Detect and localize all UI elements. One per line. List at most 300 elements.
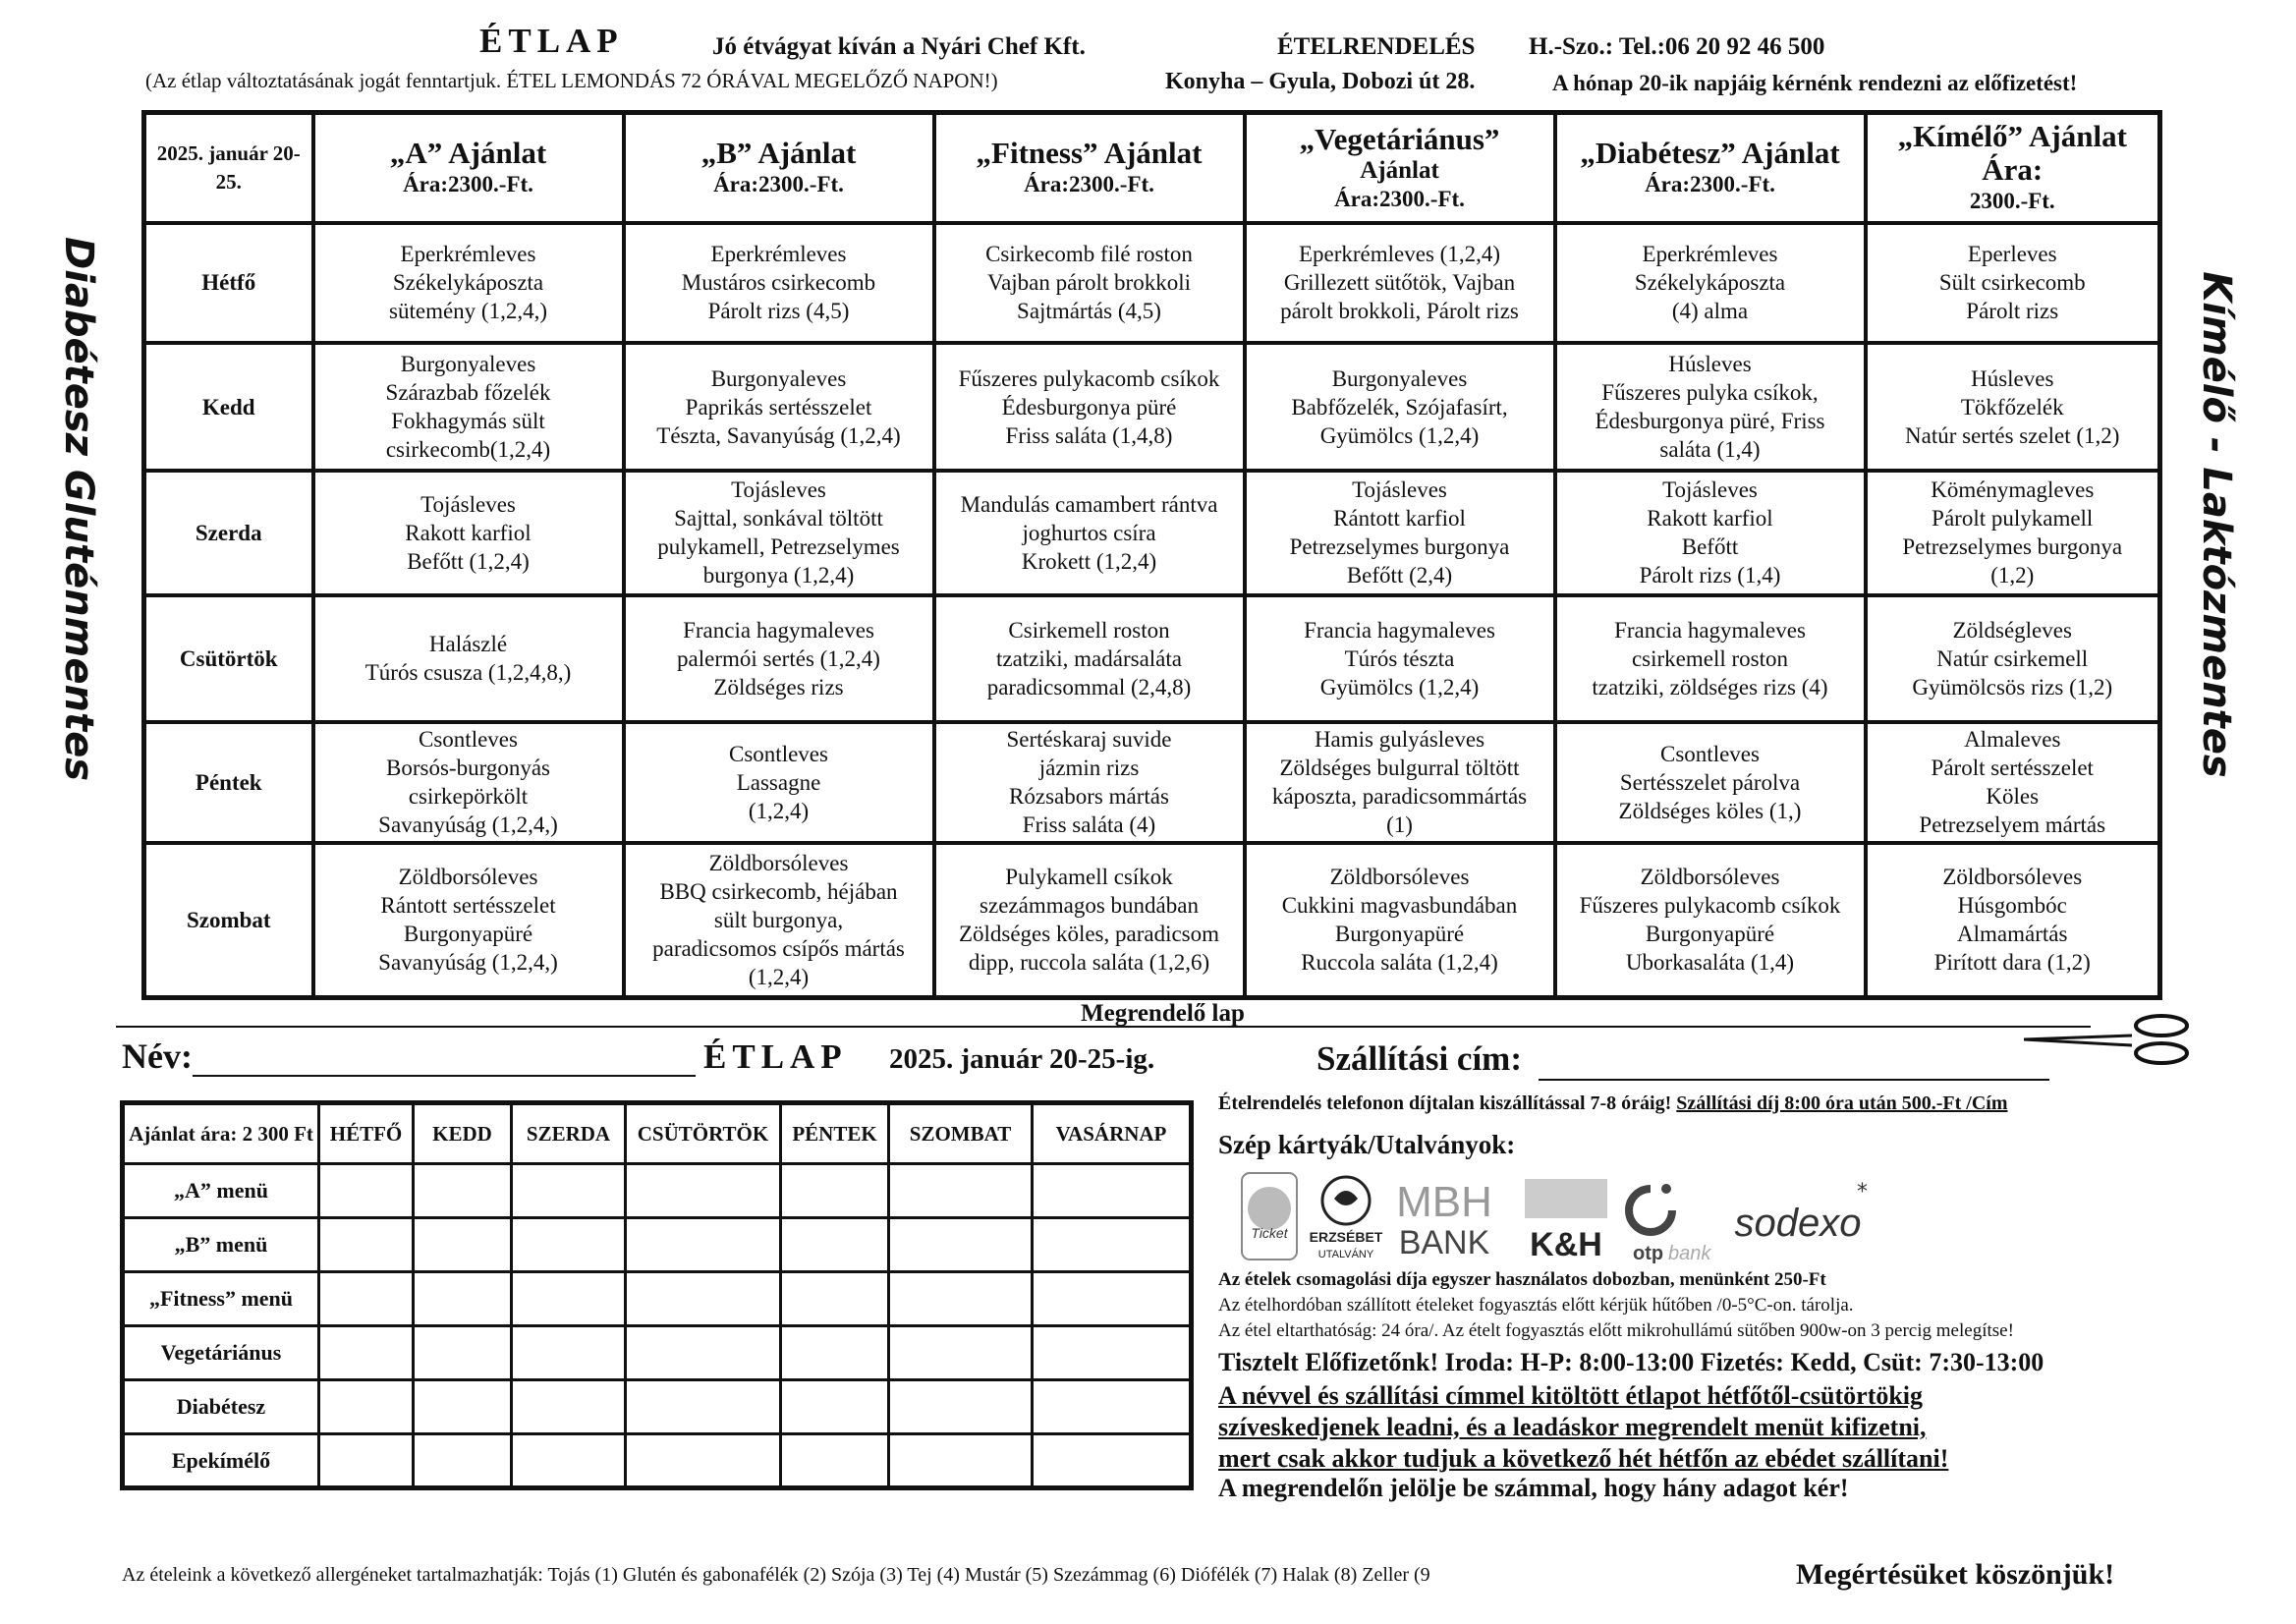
menu-line: Natúr csirkemell xyxy=(1936,645,2089,671)
menu-line: (4) alma xyxy=(1671,299,1749,324)
packaging-note: Az ételek csomagolási díja egyszer használatos dobozban, menünként 250-Ft xyxy=(1218,1269,1826,1290)
menu-line: Fűszeres pulyka csíkok, xyxy=(1601,380,1819,405)
menu-cell-a xyxy=(313,223,624,344)
menu-line: Burgonyaleves xyxy=(400,352,536,376)
day-label: Szerda xyxy=(144,471,313,595)
order-quantity-cell[interactable] xyxy=(512,1218,626,1272)
order-menu-label: „Fitness” menü xyxy=(123,1272,319,1326)
allergen-legend: Az ételeink a következő allergéneket tartalmazhatják: Tojás (1) Glutén és gabonafélék (2) Szója (3) Tej (4) Mustár (5) Szezámmag (6) Diófélék (7) Halak (8) Zeller (9 xyxy=(122,1564,1430,1586)
menu-line: Húsleves xyxy=(1971,365,2054,391)
otp-bank-logo xyxy=(1629,1184,1711,1264)
menu-line: Befőtt (1,2,4) xyxy=(407,548,530,574)
menu-line: (1) xyxy=(1386,812,1413,838)
menu-line: Burgonyaleves xyxy=(710,365,847,391)
menu-line: Párolt rizs (4,5) xyxy=(707,299,850,324)
ticket-logo xyxy=(1242,1173,1297,1260)
side-label-right: Kímélő - Laktózmentes xyxy=(2194,271,2239,778)
menu-line: Rakott karfiol xyxy=(405,520,532,545)
order-quantity-cell[interactable] xyxy=(626,1434,781,1488)
erzsebet-logo-sub: UTALVÁNY xyxy=(1317,1249,1374,1260)
svg-text:*: * xyxy=(1857,1180,1868,1204)
order-quantity-cell[interactable] xyxy=(1033,1272,1192,1326)
menu-line: káposzta, paradicsommártás xyxy=(1271,784,1528,810)
menu-line: Fokhagymás sült xyxy=(391,409,545,433)
order-quantity-cell[interactable] xyxy=(414,1272,512,1326)
menu-line: Csontleves xyxy=(729,741,828,766)
menu-cell-b xyxy=(624,722,934,843)
menu-line: joghurtos csíra xyxy=(1022,520,1156,545)
menu-cell-vegetarian xyxy=(1245,595,1555,722)
menu-line: Petrezselymes burgonya xyxy=(1902,534,2123,560)
menu-line: szezámmagos bundában xyxy=(980,893,1199,919)
menu-line: csirkecomb(1,2,4) xyxy=(385,437,551,462)
menu-line: tzatziki, zöldséges rizs (4) xyxy=(1592,674,1828,700)
menu-line: Mustáros csirkecomb xyxy=(681,270,876,296)
kh-logo-text: K&H xyxy=(1530,1226,1602,1263)
menu-cell-gentle xyxy=(1866,223,2160,344)
order-quantity-cell[interactable] xyxy=(319,1326,414,1380)
cards-label: Szép kártyák/Utalványok: xyxy=(1218,1130,1516,1159)
menu-line: Fűszeres pulykacomb csíkok xyxy=(1579,893,1841,919)
order-quantity-cell[interactable] xyxy=(414,1326,512,1380)
menu-line: Húsgombóc xyxy=(1957,893,2067,919)
menu-line: Párolt pulykamell xyxy=(1932,506,2094,532)
menu-line: Savanyúság (1,2,4,) xyxy=(378,950,558,976)
order-quantity-cell[interactable] xyxy=(1033,1164,1192,1218)
menu-cell-diabetes xyxy=(1555,343,1866,470)
delivery-address-label: Szállítási cím: xyxy=(1316,1039,1522,1078)
menu-row xyxy=(144,343,2160,470)
menu-line: Tojásleves xyxy=(1352,477,1447,503)
menu-row xyxy=(144,722,2160,843)
menu-line: csirkemell roston xyxy=(1631,645,1789,671)
menu-line: Túrós tészta xyxy=(1344,645,1455,671)
menu-line: Párolt sertésszelet xyxy=(1931,756,2094,781)
offer-header-vegetarian xyxy=(1245,113,1555,223)
menu-line: Burgonyapüré xyxy=(1645,922,1775,947)
menu-line: Paprikás sertésszelet xyxy=(685,394,872,420)
offer-price: Ára:2300.-Ft. xyxy=(713,172,844,197)
menu-line: Tökfőzelék xyxy=(1960,394,2064,420)
menu-line: Gyümölcs (1,2,4) xyxy=(1319,674,1480,700)
menu-line: Zöldborsóleves xyxy=(1329,865,1470,890)
menu-line: Petrezselymes burgonya xyxy=(1289,534,1510,560)
menu-line: Csirkecomb filé roston xyxy=(985,242,1193,267)
order-quantity-cell[interactable] xyxy=(889,1326,1033,1380)
menu-line: Zöldborsóleves xyxy=(398,865,538,890)
order-quantity-cell[interactable] xyxy=(414,1434,512,1488)
menu-cell-a xyxy=(313,343,624,470)
menu-line: saláta (1,4) xyxy=(1659,437,1761,462)
offer-price: Ára:2300.-Ft. xyxy=(1024,172,1154,197)
phone-number: H.-Szo.: Tel.:06 20 92 46 500 xyxy=(1529,33,1825,60)
menu-line: Édesburgonya püré, Friss xyxy=(1595,409,1825,433)
order-quantity-cell[interactable] xyxy=(512,1164,626,1218)
menu-cell-diabetes xyxy=(1555,223,1866,344)
phone-order-text: Ételrendelés telefonon díjtalan kiszállítással 7-8 óráig! xyxy=(1218,1092,1672,1114)
offer-name: „A” Ajánlat xyxy=(389,136,547,171)
menu-line: Friss saláta (1,4,8) xyxy=(1005,422,1173,448)
order-quantity-cell[interactable] xyxy=(414,1380,512,1434)
order-row xyxy=(123,1434,1192,1488)
menu-line: Gyümölcsös rizs (1,2) xyxy=(1912,674,2113,700)
menu-line: pulykamell, Petrezselymes xyxy=(657,534,900,560)
mbh-bank-logo xyxy=(1396,1178,1492,1261)
menu-row xyxy=(144,843,2160,998)
offer-price: Ára:2300.-Ft. xyxy=(1334,186,1465,211)
delivery-fee-text: Szállítási díj 8:00 óra után 500.-Ft /Cím xyxy=(1676,1092,2008,1114)
storage-note-2: Az étel eltarthatóság: 24 óra/. Az ételt fogyasztás előtt mikrohullámú sütőben 900w-on 3 percig melegítse! xyxy=(1218,1320,2014,1341)
menu-header-row xyxy=(144,113,2160,223)
menu-line: Párolt rizs (1,4) xyxy=(1639,563,1781,588)
menu-line: csirkepörkölt xyxy=(408,784,529,810)
scissors-icon xyxy=(2024,1012,2201,1067)
menu-line: Babfőzelék, Szójafasírt, xyxy=(1291,394,1508,420)
order-instruction-3: mert csak akkor tudjuk a következő hét hétfőn az ebédet szállítani! xyxy=(1218,1444,1949,1473)
menu-line: Borsós-burgonyás xyxy=(386,756,550,781)
menu-line: dipp, ruccola saláta (1,2,6) xyxy=(968,950,1210,976)
order-instruction-2: szíveskedjenek leadni, és a leadáskor megrendelt menüt kifizetni, xyxy=(1218,1413,1927,1441)
menu-line: Hamis gulyásleves xyxy=(1314,727,1485,753)
menu-line: sült burgonya, xyxy=(713,907,844,932)
menu-line: Befőtt (2,4) xyxy=(1346,563,1453,588)
menu-line: Zöldborsóleves xyxy=(1942,865,2083,890)
offer-header-fitness xyxy=(934,113,1245,223)
menu-line: Almamártás xyxy=(1957,922,2068,947)
offer-name: „B” Ajánlat xyxy=(700,136,857,171)
menu-line: Tojásleves xyxy=(1662,477,1758,503)
order-quantity-cell[interactable] xyxy=(626,1164,781,1218)
menu-cell-fitness xyxy=(934,471,1245,595)
menu-cell-fitness xyxy=(934,722,1245,843)
menu-body xyxy=(144,223,2160,998)
side-label-left: Diabétesz Gluténmentes xyxy=(56,236,101,782)
order-quantity-cell[interactable] xyxy=(781,1434,889,1488)
order-row xyxy=(123,1380,1192,1434)
menu-cell-b xyxy=(624,471,934,595)
cut-line xyxy=(116,1026,2091,1028)
order-body xyxy=(123,1164,1192,1488)
order-quantity-cell[interactable] xyxy=(512,1272,626,1326)
menu-line: Köménymagleves xyxy=(1931,477,2095,503)
order-quantity-cell[interactable] xyxy=(319,1272,414,1326)
menu-line: Csirkemell roston xyxy=(1008,617,1170,643)
menu-line: Sertésszelet párolva xyxy=(1619,769,1801,795)
menu-line: Eperkrémleves (1,2,4) xyxy=(1298,242,1500,267)
menu-cell-diabetes xyxy=(1555,471,1866,595)
menu-line: Köles xyxy=(1986,784,2040,810)
otp-logo-text: otp xyxy=(1633,1243,1664,1264)
menu-line: Francia hagymaleves xyxy=(1304,617,1495,643)
order-instruction-1: A névvel és szállítási címmel kitöltött étlapot hétfőtől-csütörtökig xyxy=(1218,1381,1924,1410)
order-quantity-cell[interactable] xyxy=(781,1218,889,1272)
office-hours: Tisztelt Előfizetőnk! Iroda: H-P: 8:00-13:00 Fizetés: Kedd, Csüt: 7:30-13:00 xyxy=(1218,1348,2044,1376)
order-quantity-cell[interactable] xyxy=(889,1164,1033,1218)
order-row xyxy=(123,1272,1192,1326)
name-field[interactable] xyxy=(193,1075,696,1077)
menu-line: Eperkrémleves xyxy=(710,242,847,267)
menu-line: Csontleves xyxy=(419,727,518,753)
order-day-header: CSÜTÖRTÖK xyxy=(626,1103,781,1164)
menu-line: Csontleves xyxy=(1660,741,1760,766)
menu-line: Székelykáposzta xyxy=(392,270,544,296)
order-header-row xyxy=(123,1103,1192,1164)
offer-header-b xyxy=(624,113,934,223)
order-menu-label: Vegetáriánus xyxy=(123,1326,319,1380)
menu-line: Tojásleves xyxy=(420,491,516,517)
menu-line: Székelykáposzta xyxy=(1634,270,1786,296)
day-label: Szombat xyxy=(144,843,313,998)
menu-line: Zöldséges köles, paradicsom xyxy=(958,922,1220,947)
otp-bank-text: bank xyxy=(1668,1243,1711,1264)
offer-header-gentle xyxy=(1866,113,2160,223)
menu-line: Friss saláta (4) xyxy=(1022,812,1156,838)
order-row xyxy=(123,1164,1192,1218)
order-quantity-cell[interactable] xyxy=(626,1272,781,1326)
offer-header-a xyxy=(313,113,624,223)
order-day-header: VASÁRNAP xyxy=(1033,1103,1192,1164)
order-quantity-cell[interactable] xyxy=(512,1434,626,1488)
offer-header-diabetes xyxy=(1555,113,1866,223)
menu-cell-gentle xyxy=(1866,843,2160,998)
menu-line: Francia hagymaleves xyxy=(1614,617,1806,643)
order-day-header: SZERDA xyxy=(512,1103,626,1164)
order-instruction-4: A megrendelőn jelölje be számmal, hogy hány adagot kér! xyxy=(1218,1474,1849,1502)
order-row xyxy=(123,1218,1192,1272)
offer-name: „Fitness” Ajánlat xyxy=(976,136,1203,171)
order-quantity-cell[interactable] xyxy=(626,1380,781,1434)
order-quantity-cell[interactable] xyxy=(1033,1218,1192,1272)
menu-line: Szárazbab főzelék xyxy=(385,380,551,405)
menu-cell-vegetarian xyxy=(1245,471,1555,595)
order-quantity-cell[interactable] xyxy=(781,1326,889,1380)
order-quantity-cell[interactable] xyxy=(626,1326,781,1380)
menu-cell-b xyxy=(624,343,934,470)
menu-line: Zöldségleves xyxy=(1952,617,2072,643)
order-quantity-cell[interactable] xyxy=(889,1218,1033,1272)
menu-cell-diabetes xyxy=(1555,843,1866,998)
menu-cell-b xyxy=(624,843,934,998)
menu-line: Tojásleves xyxy=(731,477,826,503)
menu-row xyxy=(144,223,2160,344)
menu-line: Sertéskaraj suvide xyxy=(1006,727,1172,753)
menu-line: jázmin rizs xyxy=(1038,756,1140,781)
order-quantity-cell[interactable] xyxy=(319,1164,414,1218)
menu-line: párolt brokkoli, Párolt rizs xyxy=(1280,299,1519,324)
menu-cell-gentle xyxy=(1866,722,2160,843)
menu-line: Uborkasaláta (1,4) xyxy=(1625,950,1795,976)
menu-line: Befőtt xyxy=(1681,534,1739,560)
order-day-header: KEDD xyxy=(414,1103,512,1164)
day-label: Csütörtök xyxy=(144,595,313,722)
mbh-logo-text: MBH xyxy=(1396,1178,1492,1226)
day-label: Kedd xyxy=(144,343,313,470)
order-quantity-cell[interactable] xyxy=(1033,1326,1192,1380)
order-day-header: HÉTFŐ xyxy=(319,1103,414,1164)
order-sheet-label: Megrendelő lap xyxy=(1081,1000,1245,1027)
disclaimer-text: (Az étlap változtatásának jogát fenntartjuk. ÉTEL LEMONDÁS 72 ÓRÁVAL MEGELŐZŐ NAPON!) xyxy=(145,69,998,92)
menu-line: Rántott karfiol xyxy=(1333,506,1466,532)
menu-line: Ruccola saláta (1,2,4) xyxy=(1301,950,1498,976)
day-label: Péntek xyxy=(144,722,313,843)
voucher-logos xyxy=(1228,1169,1935,1267)
order-quantity-cell[interactable] xyxy=(414,1218,512,1272)
order-row xyxy=(123,1326,1192,1380)
menu-line: Sült csirkecomb xyxy=(1938,270,2086,296)
menu-line: Rántott sertésszelet xyxy=(380,893,556,919)
menu-cell-fitness xyxy=(934,223,1245,344)
menu-line: Húsleves xyxy=(1668,352,1752,376)
erzsebet-logo-text: ERZSÉBET xyxy=(1309,1229,1383,1245)
menu-line: Pirított dara (1,2) xyxy=(1933,950,2091,976)
thanks-text: Megértésüket köszönjük! xyxy=(1796,1558,2115,1591)
menu-cell-gentle xyxy=(1866,471,2160,595)
menu-line: Túrós csusza (1,2,4,8,) xyxy=(364,660,572,686)
menu-line: Almaleves xyxy=(1964,727,2061,753)
menu-cell-vegetarian xyxy=(1245,722,1555,843)
order-quantity-cell[interactable] xyxy=(1033,1380,1192,1434)
menu-line: Fűszeres pulykacomb csíkok xyxy=(958,365,1220,391)
order-price-header: Ajánlat ára: 2 300 Ft xyxy=(123,1103,319,1164)
menu-line: Párolt rizs xyxy=(1966,299,2059,324)
menu-cell-a xyxy=(313,843,624,998)
menu-line: Burgonyapüré xyxy=(1334,922,1465,947)
menu-cell-b xyxy=(624,223,934,344)
order-day-header: SZOMBAT xyxy=(889,1103,1033,1164)
order-quantity-cell[interactable] xyxy=(781,1164,889,1218)
order-table xyxy=(120,1100,1194,1490)
erzsebet-logo xyxy=(1310,1177,1383,1260)
kh-logo xyxy=(1525,1179,1607,1263)
menu-line: Eperleves xyxy=(1967,242,2057,267)
menu-line: (1,2,4) xyxy=(748,798,810,823)
menu-line: Natúr sertés szelet (1,2) xyxy=(1905,422,2120,448)
menu-line: Zöldséges bulgurral töltött xyxy=(1279,756,1520,781)
menu-cell-vegetarian xyxy=(1245,223,1555,344)
menu-line: Zöldborsóleves xyxy=(708,850,849,875)
menu-line: Édesburgonya püré xyxy=(1001,394,1177,420)
delivery-address-field[interactable] xyxy=(1539,1079,2049,1081)
menu-line: tzatziki, madársaláta xyxy=(995,645,1182,671)
offer-name: „Diabétesz” Ajánlat xyxy=(1580,136,1840,171)
order-quantity-cell[interactable] xyxy=(889,1272,1033,1326)
order-quantity-cell[interactable] xyxy=(781,1380,889,1434)
menu-table xyxy=(141,110,2162,1000)
kitchen-address: Konyha – Gyula, Dobozi út 28. xyxy=(1165,69,1476,94)
menu-line: Zöldséges köles (1,) xyxy=(1618,798,1802,823)
menu-cell-a xyxy=(313,595,624,722)
menu-line: Halászlé xyxy=(428,632,508,657)
menu-cell-fitness xyxy=(934,343,1245,470)
offer-name: „Vegetáriánus” xyxy=(1299,121,1500,156)
menu-cell-diabetes xyxy=(1555,722,1866,843)
menu-line: (1,2) xyxy=(1990,563,2035,588)
order-quantity-cell[interactable] xyxy=(319,1380,414,1434)
day-label: Hétfő xyxy=(144,223,313,344)
name-label: Név: xyxy=(122,1036,193,1076)
order-quantity-cell[interactable] xyxy=(889,1380,1033,1434)
ticket-logo-text: Ticket xyxy=(1251,1225,1288,1241)
menu-line: Sajtmártás (4,5) xyxy=(1017,299,1161,324)
order-quantity-cell[interactable] xyxy=(319,1434,414,1488)
menu-row xyxy=(144,595,2160,722)
menu-cell-vegetarian xyxy=(1245,843,1555,998)
order-menu-label: „A” menü xyxy=(123,1164,319,1218)
menu-line: Burgonyapüré xyxy=(403,922,533,947)
order-quantity-cell[interactable] xyxy=(512,1380,626,1434)
menu-line: Zöldséges rizs xyxy=(713,674,844,700)
bank-logo-text: BANK xyxy=(1398,1224,1490,1261)
menu-line: Mandulás camambert rántva xyxy=(960,491,1218,517)
menu-cell-b xyxy=(624,595,934,722)
menu-line: sütemény (1,2,4,) xyxy=(389,299,547,324)
order-quantity-cell[interactable] xyxy=(889,1434,1033,1488)
menu-line: Pulykamell csíkok xyxy=(1005,865,1173,890)
menu-cell-gentle xyxy=(1866,595,2160,722)
menu-line: Krokett (1,2,4) xyxy=(1021,548,1157,574)
menu-line: palermói sertés (1,2,4) xyxy=(677,645,880,671)
order-menu-label: Diabétesz xyxy=(123,1380,319,1434)
menu-line: Burgonyaleves xyxy=(1331,365,1468,391)
page-title: ÉTLAP xyxy=(479,22,624,60)
menu-line: Petrezselyem mártás xyxy=(1919,812,2106,838)
menu-line: Sajttal, sonkával töltött xyxy=(674,506,883,532)
order-menu-label: Epekímélő xyxy=(123,1434,319,1488)
menu-line: paradicsomos csípős mártás xyxy=(652,935,905,961)
order-quantity-cell[interactable] xyxy=(781,1272,889,1326)
menu-line: Vajban párolt brokkoli xyxy=(987,270,1191,296)
order-quantity-cell[interactable] xyxy=(512,1326,626,1380)
menu-row xyxy=(144,471,2160,595)
menu-cell-fitness xyxy=(934,595,1245,722)
phone-order-note xyxy=(1218,1092,2008,1115)
menu-line: Eperkrémleves xyxy=(1642,242,1778,267)
menu-line: (1,2,4) xyxy=(748,964,810,989)
order-quantity-cell[interactable] xyxy=(626,1218,781,1272)
menu-date: 2025. január 20-25. xyxy=(144,113,313,223)
menu-line: Francia hagymaleves xyxy=(683,617,874,643)
offer-name: „Kímélő” Ajánlat Ára: xyxy=(1897,119,2127,188)
menu-cell-vegetarian xyxy=(1245,343,1555,470)
order-quantity-cell[interactable] xyxy=(319,1218,414,1272)
order-menu-label: „B” menü xyxy=(123,1218,319,1272)
sodexo-logo-text: sodexo xyxy=(1734,1202,1862,1245)
order-title: ÉTLAP xyxy=(703,1037,848,1076)
payment-note: A hónap 20-ik napjáig kérnénk rendezni az előfizetést! xyxy=(1552,71,2078,95)
storage-note-1: Az ételhordóban szállított ételeket fogyasztás előtt kérjük hűtőben /0-5°C-on. tárolja. xyxy=(1218,1295,1854,1316)
menu-cell-a xyxy=(313,722,624,843)
menu-line: Lassagne xyxy=(736,769,821,795)
menu-line: Tészta, Savanyúság (1,2,4) xyxy=(656,422,901,448)
menu-cell-a xyxy=(313,471,624,595)
offer-price: Ára:2300.-Ft. xyxy=(1645,172,1775,197)
menu-cell-gentle xyxy=(1866,343,2160,470)
order-quantity-cell[interactable] xyxy=(1033,1434,1192,1488)
offer-price: Ára:2300.-Ft. xyxy=(403,172,533,197)
menu-line: Eperkrémleves xyxy=(400,242,536,267)
sodexo-logo xyxy=(1735,1180,1868,1245)
order-label: ÉTELRENDELÉS xyxy=(1277,33,1476,60)
menu-line: BBQ csirkecomb, héjában xyxy=(659,878,898,904)
menu-line: Gyümölcs (1,2,4) xyxy=(1319,422,1480,448)
order-quantity-cell[interactable] xyxy=(414,1164,512,1218)
menu-line: Cukkini magvasbundában xyxy=(1281,893,1518,919)
menu-cell-fitness xyxy=(934,843,1245,998)
menu-line: Zöldborsóleves xyxy=(1640,865,1780,890)
order-day-header: PÉNTEK xyxy=(781,1103,889,1164)
menu-line: Savanyúság (1,2,4,) xyxy=(378,812,558,838)
offer-price: 2300.-Ft. xyxy=(1969,189,2055,214)
